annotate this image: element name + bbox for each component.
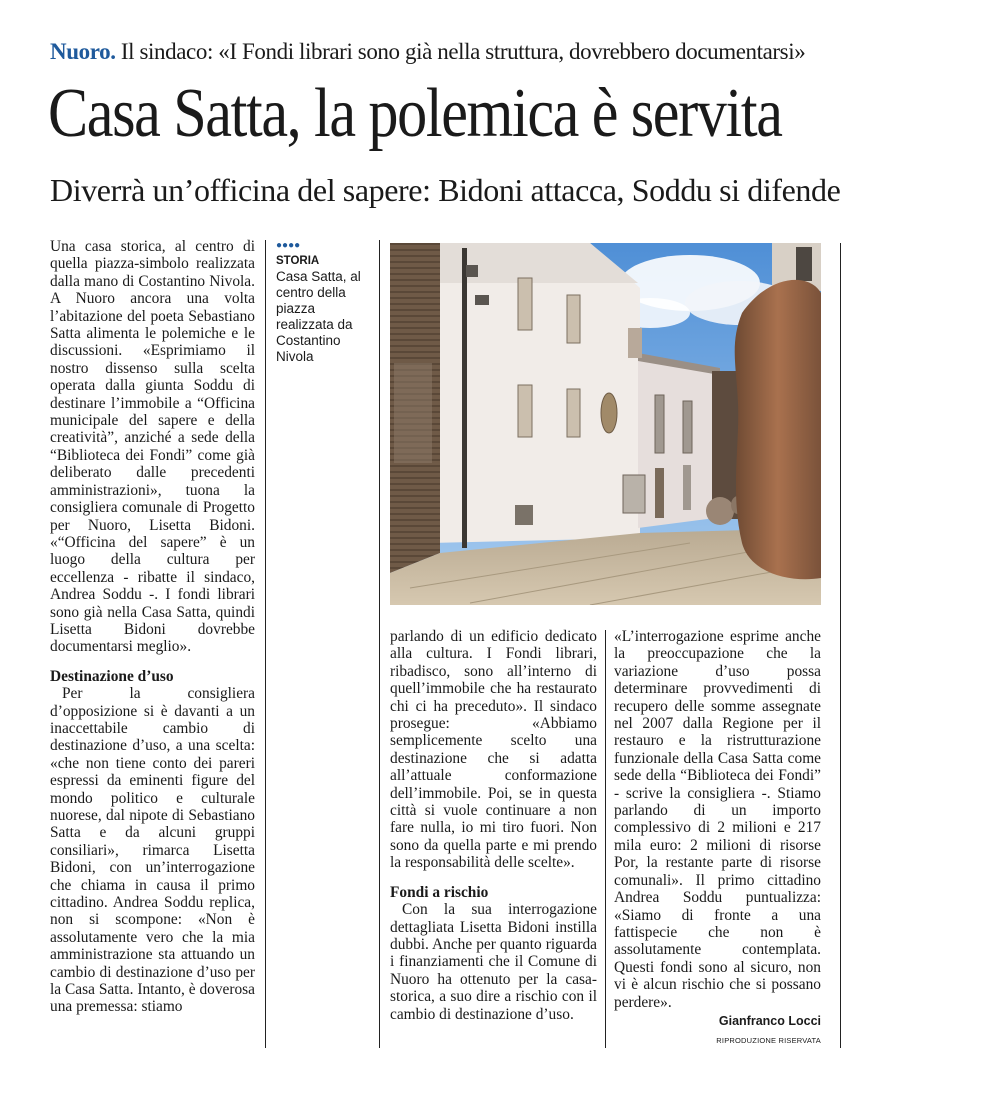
caption-dots-icon: ●●●●	[276, 240, 301, 251]
caption-text: Casa Satta, al centro della piazza realizzata da Costantino Nivola	[276, 269, 361, 364]
caption-label: STORIA	[276, 255, 320, 267]
article-column-3	[390, 628, 597, 1023]
photo-caption	[276, 240, 374, 365]
subheadline: Diverrà un’officina del sapere: Bidoni attacca, Soddu si difende	[50, 172, 841, 208]
column-divider	[265, 240, 266, 1048]
paragraph-intro: Una casa storica, al centro di quella piazza-simbolo realizzata dalla mano di Costantino Nivola. A Nuoro ancora una volta l’abitazione del poeta Sebastiano Satta alimenta le polemiche e le discussioni. «Esprimiamo il nostro dissenso sulla scelta operata dalla giunta Soddu di destinare l’immobile a “Officina municipale del sapere e della creatività”, anziché a sede della “Biblioteca dei Fondi” come già deliberato dalle precedenti amministrazioni», tuona la consigliera comunale di Progetto per Nuoro, Lisetta Bidoni. «“Officina del sapere” è un luogo della cultura per eccellenza - ribatte il sindaco, Andrea Soddu -. I fondi librari sono già nella Casa Satta, quindi Lisetta Bidoni dovrebbe documentarsi meglio».	[50, 238, 255, 656]
kicker-text: Il sindaco: «I Fondi librari sono già nella struttura, dovrebbero documentarsi»	[115, 39, 806, 64]
author-byline: Gianfranco Locci	[718, 1014, 821, 1028]
kicker-place: Nuoro.	[50, 39, 116, 64]
paragraph-interrogazione: «L’interrogazione esprime anche la preoccupazione che la variazione d’uso possa determinare provvedimenti di recupero delle somme assegnate nel 2007 dalla Regione per il restauro e la ristrutturazione funzionale della Casa Satta come sede della “Biblioteca dei Fondi” - scrive la consigliera -. Stiamo parlando di un importo complessivo di 2 milioni e 217 mila euro: 2 milioni di risorse Por, la restante parte di risorse comunali». Il primo cittadino Andrea Soddu puntualizza: «Siamo di fronte a una fattispecie che non è assolutamente contemplata. Questi fondi sono al sicuro, non vi è alcun rischio che si possano perdere».	[614, 628, 821, 1011]
kicker	[50, 38, 970, 66]
paragraph-destinazione: Per la consigliera d’opposizione si è davanti a un inaccettabile cambio di destinazione d’uso, a una scelta: «che non tiene conto dei pareri espressi da eminenti figure del mondo politico e culturale nuorese, dal nipote di Sebastiano Satta e da alcuni gruppi consiliari», rimarca Lisetta Bidoni, con un’interrogazione che chiama in causa il primo cittadino. Andrea Soddu replica, non si scompone: «Non è assolutamente vero che la mia amministrazione sta attuando un cambio di destinazione d’uso per la Casa Satta. Intanto, è doverosa una premessa: stiamo	[50, 685, 255, 1016]
rights-notice: RIPRODUZIONE RISERVATA	[716, 1036, 821, 1045]
column-divider-right	[840, 243, 841, 1048]
article-column-4	[614, 628, 821, 1011]
paragraph-fondi: Con la sua interrogazione dettagliata Lisetta Bidoni instilla dubbi. Anche per quanto riguarda i finanziamenti che il Comune di Nuoro ha ottenuto per la casa-storica, a suo dire a rischio con il cambio di destinazione d’uso.	[390, 901, 597, 1023]
casa-satta-photo	[390, 243, 821, 605]
section-heading-destinazione: Destinazione d’uso	[50, 667, 174, 685]
column-divider	[379, 240, 380, 1048]
article-column-1	[50, 238, 255, 1016]
column-divider	[605, 630, 606, 1048]
headline: Casa Satta, la polemica è servita	[48, 75, 782, 152]
paragraph-sindaco: parlando di un edificio dedicato alla cultura. I Fondi librari, ribadisco, sono all’interno di quell’immobile che ha restaurato chi ci ha preceduto». Il sindaco prosegue: «Abbiamo semplicemente scelto una destinazione che si adatta all’attuale conformazione dell’immobile. Poi, se in questa città si vuole continuare a non fare nulla, io mi tiro fuori. Non sono da quella parte e mi prendo la responsabilità delle scelte».	[390, 628, 597, 872]
section-heading-fondi: Fondi a rischio	[390, 883, 489, 901]
